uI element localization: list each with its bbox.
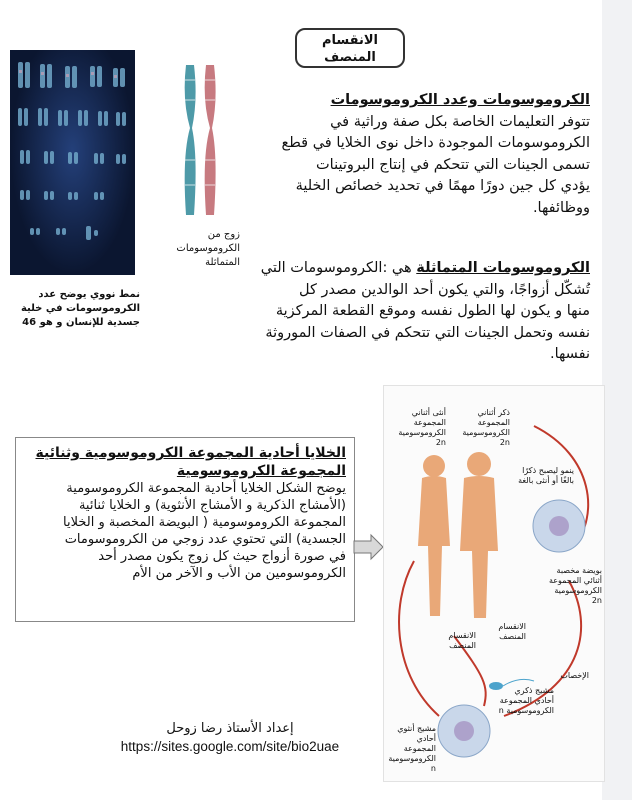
title-line-2: المنصف bbox=[324, 50, 376, 65]
text-line: (الأمشاج الذكرية و الأمشاج الأنثوية) و الخلايا ثنائية bbox=[78, 498, 346, 513]
right-arrow-icon bbox=[353, 533, 385, 561]
lesson-title bbox=[295, 28, 405, 68]
page-edge bbox=[602, 0, 632, 800]
meiosis-label-left: الانقسام المنصف bbox=[448, 631, 476, 650]
definition-intro: هي :الكروموسومات التي bbox=[260, 260, 417, 276]
female-label: أنثى أثناني المجموعة الكروموسومية 2n bbox=[398, 408, 446, 447]
life-cycle-diagram bbox=[383, 385, 605, 782]
fertilization-label: الإخصاب bbox=[560, 671, 589, 680]
male-label: ذكر أثناني المجموعة الكروموسومية 2n bbox=[462, 408, 510, 447]
chromosome-caption: زوج من الكروموسومات المتماثلة bbox=[176, 229, 240, 268]
text-line: في صورة أزواج حيث كل زوج يكون مصدر أحد bbox=[98, 549, 346, 564]
text-line: ووظائفها. bbox=[532, 199, 590, 216]
text-line: نفسها. bbox=[549, 346, 590, 362]
text-line: المجموعة الكروموسومية ( البويضة المخصبة و الخلايا bbox=[63, 515, 346, 530]
text-line: منها و يكون لها الطول نفسه وموقع القطعة المركزية bbox=[275, 303, 590, 319]
text-line: تسمى الجينات التي تتحكم في إنتاج البروتينات bbox=[316, 156, 590, 173]
haploid-diploid-box bbox=[15, 437, 355, 622]
text-line: يوضح الشكل الخلايا أحادية المجموعة الكروموسومية bbox=[66, 481, 346, 496]
definition-line bbox=[235, 258, 590, 280]
section-homologous bbox=[235, 258, 590, 366]
section-heading: الكروموسومات وعدد الكروموسومات bbox=[330, 92, 590, 108]
box-heading: الخلايا أحادية المجموعة الكروموسومية وثنائية المجموعة الكروموسومية bbox=[35, 445, 346, 479]
section-chromosomes bbox=[235, 90, 590, 219]
text-line: نفسه وتحمل الجينات التي تتحكم في الصفات الموروثة bbox=[265, 324, 590, 341]
growth-label: ينمو ليصبح ذكرًا بالغًا أو أنثى بالغة bbox=[518, 466, 574, 485]
text-line: تتوفر التعليمات الخاصة بكل صفة وراثية في bbox=[330, 113, 590, 130]
text-line: الكروموسومات الموجودة داخل نوى الخلايا في قطع bbox=[281, 135, 590, 151]
author-credit: إعداد الأستاذ رضا زوحل bbox=[166, 721, 294, 736]
section-heading: الكروموسومات المتماثلة bbox=[416, 260, 590, 276]
credit-block bbox=[80, 720, 380, 756]
text-line: الكروموسومين من الأب و الآخر من الأم bbox=[132, 566, 346, 581]
homologous-chromosomes-icon bbox=[170, 60, 230, 220]
credit-url[interactable]: https://sites.google.com/site/bio2uae bbox=[120, 739, 340, 754]
meiosis-label-right: الانقسام المنصف bbox=[498, 622, 526, 641]
zygote-label: بويضة مخصبة أثنائي المجموعة الكروموسومية 2n bbox=[548, 566, 602, 605]
karyotype-image bbox=[10, 50, 135, 275]
title-line-1: الانقسام bbox=[321, 33, 378, 48]
sperm-label: مشيج ذكري أحادي المجموعة الكروموسومية n bbox=[498, 686, 554, 715]
text-line: الجسدية) التي تحتوي عدد زوجي من الكروموسومات bbox=[64, 532, 346, 547]
text-line: يؤدي كل جين دورًا مهمًا في تحديد خصائص الخلية bbox=[295, 178, 590, 194]
text-line: تُشكّل أزواجًا، والتي يكون أحد الوالدين مصدر كل bbox=[299, 281, 590, 298]
karyotype-caption: نمط نووي يوضح عدد الكروموسومات في خلية جسدية للإنسان و هو 46 bbox=[20, 289, 140, 328]
egg-label: مشيج أنثوي أحادي المجموعة الكروموسومية n bbox=[388, 724, 436, 773]
